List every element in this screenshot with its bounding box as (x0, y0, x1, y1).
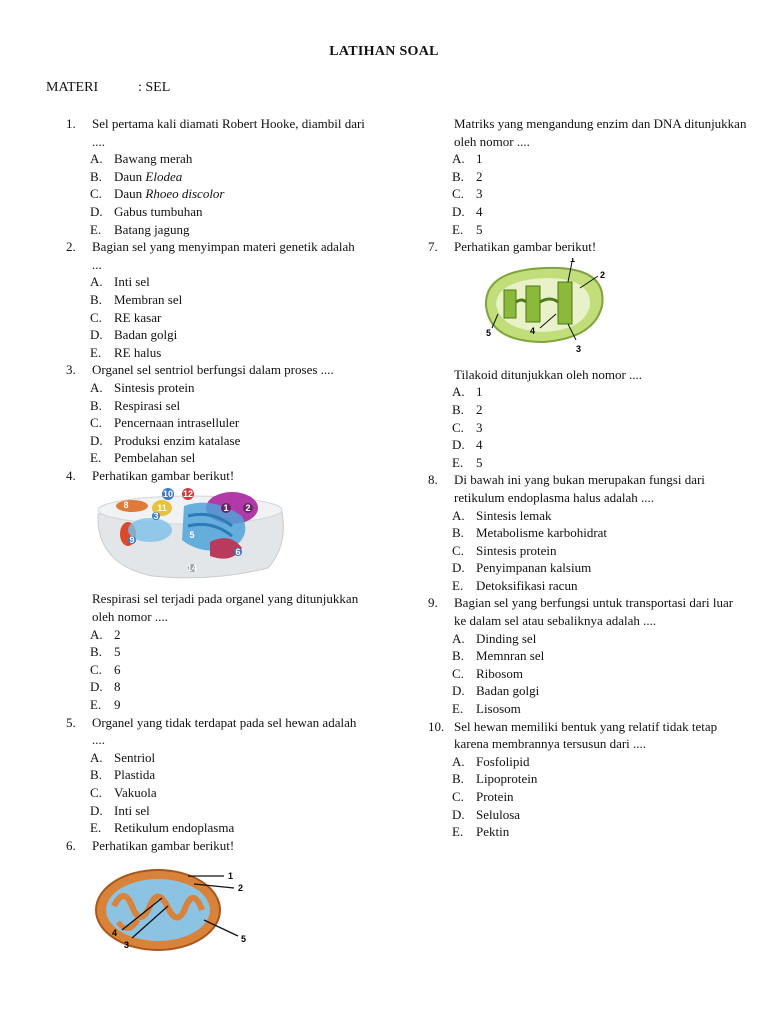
option-text: Gabus tumbuhan (114, 203, 203, 219)
option-letter: B. (90, 767, 102, 783)
chloroplast-image (476, 258, 626, 358)
question-5 (66, 714, 366, 749)
option-letter: B. (452, 648, 464, 664)
option (428, 221, 748, 239)
option (428, 454, 748, 472)
option (66, 749, 366, 767)
question-text: Bagian sel yang menyimpan materi genetik adalah ... (92, 239, 355, 272)
option-text: Daun (114, 186, 146, 202)
option-letter: C. (452, 542, 464, 558)
figure-label: 3 (124, 940, 130, 951)
question-number: 3. (66, 362, 76, 378)
option-text: 1 (476, 151, 483, 167)
option-letter: A. (90, 274, 103, 290)
question-number: 1. (66, 116, 76, 131)
option-text: Daun (114, 168, 146, 184)
option-text: Pencernaan intraselluler (114, 415, 240, 431)
option-text: Sintesis protein (476, 542, 557, 558)
option (66, 678, 366, 696)
page-title: LATIHAN SOAL (329, 44, 439, 59)
right-column (428, 115, 748, 841)
option-letter: D. (452, 437, 465, 453)
options-7 (428, 383, 748, 471)
option (428, 507, 748, 525)
option-text: Fosfolipid (476, 753, 530, 769)
figure-label: 5 (189, 530, 195, 541)
option (66, 802, 366, 820)
option (428, 665, 748, 683)
options-4 (66, 626, 366, 714)
option (428, 185, 748, 203)
option-letter: A. (452, 151, 465, 167)
option (428, 788, 748, 806)
options-6 (428, 150, 748, 238)
option (428, 168, 748, 186)
option-letter: C. (90, 415, 102, 431)
question-text: Sel pertama kali diamati Robert Hooke, diambil dari .... (92, 116, 365, 149)
option-text: 4 (476, 437, 483, 453)
option (66, 344, 366, 362)
figure-label: 14 (186, 563, 198, 574)
option-letter: E. (452, 701, 464, 717)
option (66, 309, 366, 327)
question-7 (428, 238, 748, 256)
option (66, 379, 366, 397)
option-letter: A. (452, 507, 465, 523)
option-text: 2 (114, 626, 121, 642)
option (428, 542, 748, 560)
option (66, 397, 366, 415)
animal-cell-figure (92, 486, 366, 586)
option-letter: E. (90, 697, 102, 713)
option-text: Vakuola (114, 785, 157, 800)
option-text: Produksi enzim katalase (114, 432, 241, 448)
option-text: Batang jagung (114, 221, 190, 237)
question-text: Perhatikan gambar berikut! (92, 467, 235, 483)
materi-line (46, 80, 170, 96)
option-letter: E. (452, 221, 464, 237)
option-letter: B. (90, 291, 102, 307)
option-italic: Elodea (145, 168, 183, 184)
chloroplast-figure (476, 258, 748, 362)
option-letter: E. (90, 820, 102, 836)
figure-label: 2 (238, 883, 244, 894)
figure-label: 1 (228, 871, 234, 882)
option-text: 5 (114, 644, 121, 660)
options-1 (66, 150, 366, 238)
figure-label: 12 (182, 489, 194, 500)
option-letter: D. (90, 679, 103, 695)
figure-label: 8 (123, 500, 129, 511)
question-text: Organel yang tidak terdapat pada sel hewan adalah .... (92, 714, 357, 748)
option-text: RE kasar (114, 309, 162, 325)
figure-label: 2 (245, 503, 251, 514)
option-text: Lipoprotein (476, 771, 538, 787)
option (66, 150, 366, 168)
option (428, 559, 748, 577)
option-text: 3 (476, 419, 483, 435)
option-letter: D. (452, 683, 465, 699)
question-text: Tilakoid ditunjukkan oleh nomor .... (454, 366, 643, 382)
option-letter: D. (452, 203, 465, 219)
question-text: Perhatikan gambar berikut! (92, 837, 235, 853)
option-text: 5 (476, 221, 483, 237)
option-text: Metabolisme karbohidrat (476, 525, 608, 541)
figure-label: 1 (223, 503, 229, 514)
option-text: 5 (476, 454, 483, 470)
option (428, 150, 748, 168)
option-text: Ribosom (476, 665, 523, 681)
option (66, 784, 366, 802)
option (428, 203, 748, 221)
materi-label: MATERI (46, 80, 99, 95)
option (66, 326, 366, 344)
option (66, 221, 366, 239)
figure-label: 5 (486, 327, 492, 338)
mitochondria-figure (92, 856, 366, 964)
option-text: Inti sel (114, 802, 150, 818)
question-6 (66, 837, 366, 855)
option-text: 6 (114, 661, 121, 677)
option (66, 643, 366, 661)
question-text: Organel sel sentriol berfungsi dalam proses .... (92, 362, 334, 378)
figure-label: 9 (129, 535, 135, 546)
option-text: Bawang merah (114, 151, 193, 167)
option-text: 3 (476, 186, 483, 202)
question-8 (428, 471, 748, 506)
figure-label: 11 (157, 503, 167, 514)
option-letter: C. (452, 789, 464, 804)
option-letter: C. (90, 186, 102, 202)
option (428, 383, 748, 401)
option-text: 4 (476, 203, 483, 219)
option (428, 682, 748, 700)
option (428, 753, 748, 771)
question-text: Sel hewan memiliki bentuk yang relatif tidak tetap karena membrannya tersusun dari .... (454, 718, 718, 752)
option-text: Lisosom (476, 701, 521, 717)
question-number: 7. (428, 239, 438, 255)
option (428, 419, 748, 437)
question-text: Di bawah ini yang bukan merupakan fungsi dari retikulum endoplasma halus adalah .... (454, 472, 705, 505)
question-text: Perhatikan gambar berikut! (454, 239, 597, 255)
option-text: Sintesis lemak (476, 507, 552, 523)
option-text: RE halus (114, 344, 162, 360)
option-text: Selulosa (476, 806, 521, 822)
option-text: Respirasi sel (114, 397, 181, 413)
question-number: 8. (428, 472, 438, 488)
question-text: Respirasi sel terjadi pada organel yang ditunjukkan oleh nomor .... (92, 591, 359, 625)
option (428, 577, 748, 595)
question-number: 5. (66, 714, 76, 730)
option-letter: B. (90, 644, 102, 660)
option-letter: E. (452, 577, 464, 593)
option-letter: E. (90, 221, 102, 237)
option-text: 9 (114, 697, 121, 713)
option (66, 291, 366, 309)
question-10 (428, 718, 748, 753)
figure-label: 4 (112, 928, 118, 939)
question-text: Matriks yang mengandung enzim dan DNA ditunjukkan oleh nomor .... (454, 116, 747, 149)
option-text: Protein (476, 789, 514, 804)
question-number: 4. (66, 467, 76, 483)
option-letter: C. (452, 665, 464, 681)
option (66, 432, 366, 450)
question-number: 9. (428, 595, 438, 611)
option-letter: D. (90, 432, 103, 448)
figure-label: 6 (235, 547, 241, 558)
question-3 (66, 361, 366, 379)
option-letter: A. (452, 384, 465, 400)
option-text: Memnran sel (476, 648, 545, 664)
option-letter: A. (90, 626, 103, 642)
option (66, 449, 366, 467)
option (66, 661, 366, 679)
option (428, 700, 748, 718)
option-text: Badan golgi (476, 683, 540, 699)
option-text: 1 (476, 384, 483, 400)
option (66, 696, 366, 714)
option-text: Pembelahan sel (114, 450, 196, 466)
option-letter: C. (90, 785, 102, 800)
figure-label: 3 (576, 343, 582, 354)
option (66, 626, 366, 644)
question-4 (66, 467, 366, 485)
animal-cell-image (92, 486, 288, 582)
option-text: Detoksifikasi racun (476, 577, 578, 593)
mitochondria-image (92, 856, 262, 960)
question-number: 2. (66, 239, 76, 255)
option (66, 414, 366, 432)
option (66, 273, 366, 291)
option-letter: C. (452, 186, 464, 202)
question-9 (428, 594, 748, 629)
option-letter: E. (90, 450, 102, 466)
option-text: 2 (476, 401, 483, 417)
option-letter: A. (90, 151, 103, 167)
question-7-stem (428, 366, 748, 384)
option (66, 819, 366, 837)
option-italic: Rhoeo discolor (145, 186, 225, 202)
option-letter: D. (90, 327, 103, 343)
option-text: Pektin (476, 824, 510, 840)
option (66, 203, 366, 221)
materi-value: : SEL (138, 80, 171, 95)
option (428, 806, 748, 824)
question-6-stem (428, 115, 748, 150)
option (428, 524, 748, 542)
option-text: 2 (476, 168, 483, 184)
option-letter: B. (90, 397, 102, 413)
option-letter: B. (452, 168, 464, 184)
option-letter: E. (90, 344, 102, 360)
option (428, 630, 748, 648)
option-letter: C. (452, 419, 464, 435)
option-letter: A. (90, 379, 103, 395)
option-letter: D. (452, 560, 465, 576)
option (428, 770, 748, 788)
figure-label: 1 (570, 257, 576, 264)
option-text: Dinding sel (476, 630, 537, 646)
options-9 (428, 630, 748, 718)
option (66, 766, 366, 784)
question-number: 10. (428, 718, 445, 734)
option-text: Sentriol (114, 749, 156, 765)
left-column (66, 115, 366, 968)
option-letter: B. (90, 168, 102, 184)
option-letter: E. (452, 454, 464, 470)
option-letter: A. (452, 753, 465, 769)
figure-label: 5 (241, 934, 247, 945)
option (428, 647, 748, 665)
option-letter: D. (90, 802, 103, 818)
option-letter: D. (452, 806, 465, 822)
option-text: 8 (114, 679, 121, 695)
option-letter: A. (90, 749, 103, 765)
option-letter: D. (90, 203, 103, 219)
figure-label: 4 (530, 325, 536, 336)
figure-label: 2 (600, 269, 606, 280)
figure-label: 3 (153, 511, 159, 522)
option-letter: A. (452, 630, 465, 646)
option (428, 401, 748, 419)
question-1 (66, 115, 366, 150)
option-letter: B. (452, 771, 464, 787)
option-letter: B. (452, 401, 464, 417)
options-5 (66, 749, 366, 837)
option-letter: C. (90, 309, 102, 325)
option (66, 168, 366, 186)
question-4-stem (66, 590, 366, 625)
options-2 (66, 273, 366, 361)
option-text: Badan golgi (114, 327, 178, 343)
options-3 (66, 379, 366, 467)
option-text: Penyimpanan kalsium (476, 560, 592, 576)
option-text: Plastida (114, 767, 156, 783)
option-text: Retikulum endoplasma (114, 820, 235, 836)
options-8 (428, 507, 748, 595)
option-text: Sintesis protein (114, 379, 195, 395)
option (428, 823, 748, 841)
question-number: 6. (66, 837, 76, 853)
option-letter: E. (452, 824, 464, 840)
option-text: Inti sel (114, 274, 150, 290)
option-letter: C. (90, 661, 102, 677)
option-letter: B. (452, 525, 464, 541)
question-2 (66, 238, 366, 273)
option (66, 185, 366, 203)
question-text: Bagian sel yang berfungsi untuk transportasi dari luar ke dalam sel atau sebaliknya adalah .... (454, 595, 734, 629)
options-10 (428, 753, 748, 841)
figure-label: 10 (162, 489, 174, 500)
option (428, 436, 748, 454)
option-text: Membran sel (114, 291, 183, 307)
